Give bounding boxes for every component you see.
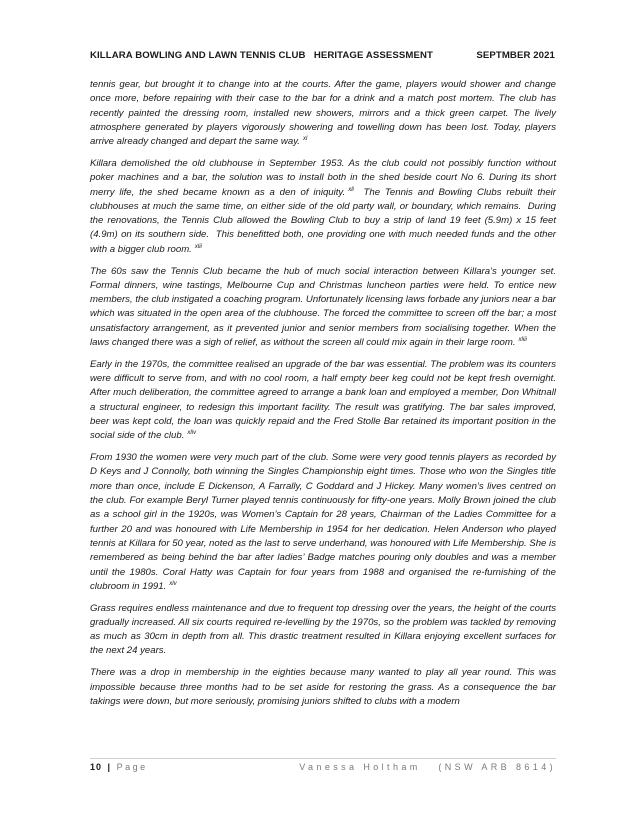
body-text: [90, 78, 559, 717]
endnote-ref: xli: [348, 186, 354, 193]
page-footer: [90, 762, 556, 772]
paragraph-sixties: [90, 265, 556, 351]
paragraph-text: The Tennis and Bowling Clubs rebuilt their clubhouses at much the same time, on either side of the old party wall, or boundary, which remains. During the renovations, the Tennis Club allowed the Bowling Club to buy a strip of land 19 feet (5.9m) x 15 feet (4.9m) on its southern side. This benefitted both, one providing one with much needed funds and the other with a bigger club room.: [90, 186, 559, 255]
paragraph-text: From 1930 the women were very much part of the club. Some were very good tennis players as recorded by D Keys and J Connolly, both winning the Singles Championship eight times. Those who won the Singles title more than once, include E Dickenson, A Farrally, C Goddard and J Hickey. Many women’s lives centred on the club. For example Beryl Turner played tennis continuously for fifty-one years. Molly Brown joined the club as a school girl in the 1920s, was Women’s Captain for 28 years, Chairman of the Ladies Committee for a further 20 and was honoured with Life Membership in 1954 for her dedication. Helen Anderson who played tennis at Killara for 50 year, noted as the last to serve underhand, was honoured with Life Membership. She is remembered as being behind the bar after ladies’ Badge matches pouring only doubles and was a member until the 1980s. Coral Hatty was Captain for four years from 1988 and organised the re-furnishing of the clubroom in 1991.: [90, 452, 556, 592]
paragraph-text: Grass requires endless maintenance and due to frequent top dressing over the years, the height of the courts gradually increased. All six courts required re-levelling by the 1970s, so the problem was tackled by removing as much as 30cm in depth from all. This drastic treatment resulted in Killara enjoying excellent surfaces for the next 24 years.: [90, 602, 556, 657]
endnote-ref: xlii: [194, 243, 202, 250]
endnote-ref: xliii: [518, 337, 527, 344]
page-number: 10: [90, 762, 103, 772]
endnote-ref: xl: [302, 136, 308, 143]
footer-divider: [90, 758, 556, 759]
paragraph-text: tennis gear, but brought it to change into at the courts. After the game, players would shower and change once more, before repairing with their case to the bar for a drink and a match post mortem. The club has recently painted the dressing room, installed new showers, mirrors and a thick green carpet. The lively atmosphere generated by players vigorously showering and towelling down has been lost. Today, players arrive already changed and depart the same way.: [90, 79, 556, 148]
paragraph-membership-drop: [90, 666, 556, 709]
header-title: KILLARA BOWLING AND LAWN TENNIS CLUB HERITAGE ASSESSMENT: [90, 50, 433, 61]
paragraph-clubhouse-demolition: [90, 157, 559, 257]
paragraph-text: Early in the 1970s, the committee realised an upgrade of the bar was essential. The problem was its counters were difficult to serve from, and with no cool room, a half empty beer keg could not be kept fresh overnight. After much deliberation, the committee agreed to arrange a bank loan and employed a member, Don Whitnall a structural engineer, to redesign this important facility. The result was gratifying. The bar sales improved, beer was kept cold, the loan was quickly repaid and the Fred Stolle Bar retained its important position in the social side of the club.: [90, 358, 556, 442]
footer-page-number: [90, 762, 148, 772]
page-header: [90, 50, 555, 61]
endnote-ref: xlv: [169, 580, 177, 587]
paragraph-changing-rooms: [90, 78, 556, 149]
paragraph-text: The 60s saw the Tennis Club became the hub of much social interaction between Killara’s younger set. Formal dinners, wine tastings, Melbourne Cup and Christmas luncheon parties were held. To entice new members, the club instigated a coaching program. Unfortunately licensing laws forbade any juniors near a bar which was situated in the open area of the clubhouse. The forced the committee to screen off the bar; a most unsatisfactory arrangement, as it prevented junior and senior members from socialising together. When the laws changed there was a sigh of relief, as without the screen all could mix again in their large room.: [90, 265, 556, 349]
paragraph-bar-upgrade: [90, 358, 556, 444]
footer-author: Vanessa Holtham (NSW ARB 8614): [299, 762, 556, 772]
paragraph-court-maintenance: [90, 602, 556, 659]
page-label: Page: [116, 762, 148, 772]
paragraph-text: There was a drop in membership in the eighties because many wanted to play all year round. This was impossible because three months had to be set aside for restoring the grass. As a consequence the bar takings were down, but more seriously, promising juniors shifted to clubs with a modern: [90, 667, 556, 707]
header-date: SEPTMBER 2021: [476, 50, 555, 61]
footer-separator: |: [107, 762, 112, 772]
paragraph-text: Killara demolished the old clubhouse in September 1953. As the club could not possibly function without poker machines and a bar, the solution was to install both in the shed beside court No 6. During its short merry life, the shed became known as a den of iniquity.: [90, 157, 556, 198]
endnote-ref: xliv: [187, 430, 197, 437]
paragraph-women-members: [90, 451, 556, 594]
